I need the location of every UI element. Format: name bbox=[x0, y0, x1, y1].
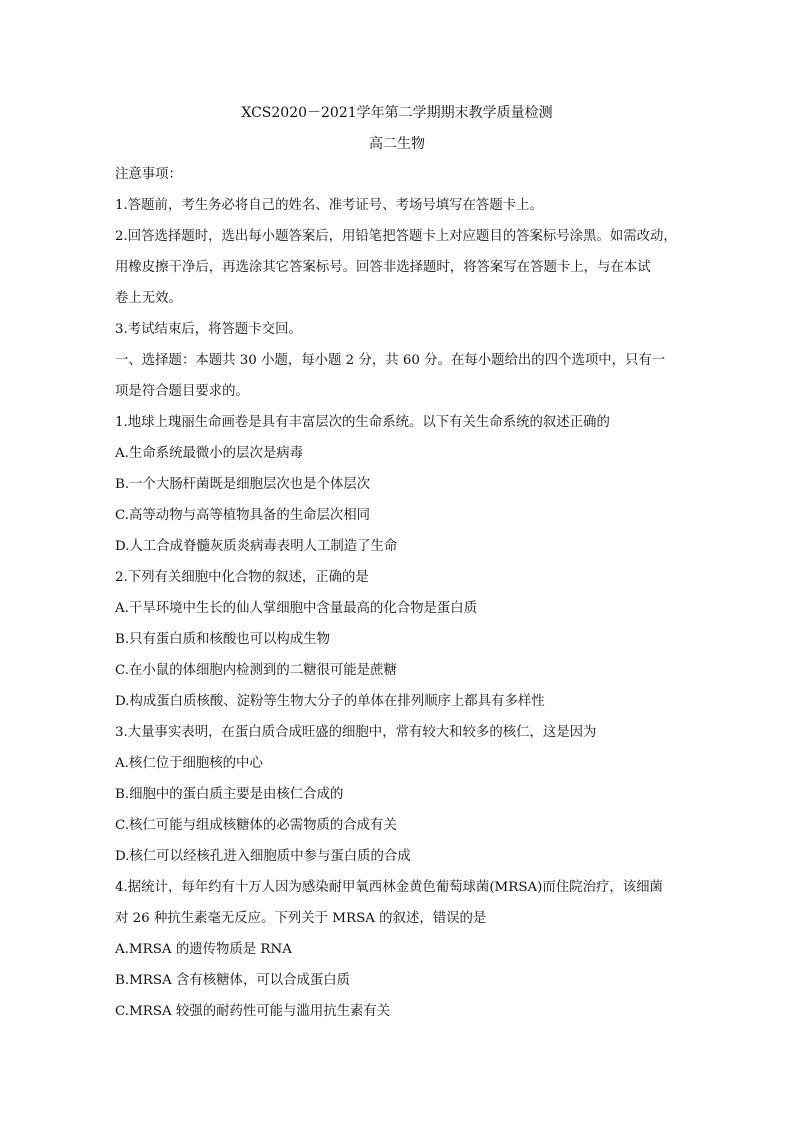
question-2-option-d: D.构成蛋白质核酸、淀粉等生物大分子的单体在排列顺序上都具有多样性 bbox=[115, 694, 545, 709]
question-2-option-c: C.在小鼠的体细胞内检测到的二糖很可能是蔗糖 bbox=[115, 663, 397, 678]
section-intro: 一、选择题：本题共 30 小题，每小题 2 分，共 60 分。在每小题给出的四个选项中，只有一 bbox=[115, 353, 666, 368]
notice-line: 用橡皮擦干净后，再选涂其它答案标号。回答非选择题时，将答案写在答题卡上，与在本试 bbox=[115, 260, 651, 275]
question-2-option-b: B.只有蛋白质和核酸也可以构成生物 bbox=[115, 632, 330, 647]
question-4-stem-cont: 对 26 种抗生素毫无反应。下列关于 MRSA 的叙述，错误的是 bbox=[115, 911, 487, 926]
question-2-stem: 2.下列有关细胞中化合物的叙述，正确的是 bbox=[115, 570, 369, 585]
exam-title: XCS2020－2021学年第二学期期末教学质量检测 bbox=[241, 105, 553, 121]
section-intro: 项是符合题目要求的。 bbox=[115, 384, 249, 399]
notice-line: 1.答题前，考生务必将自己的姓名、准考证号、考场号填写在答题卡上。 bbox=[115, 198, 543, 213]
notice-line: 3.考试结束后，将答题卡交回。 bbox=[115, 322, 302, 337]
subject-title: 高二生物 bbox=[369, 136, 425, 152]
question-4-stem: 4.据统计，每年约有十万人因为感染耐甲氧西林金黄色葡萄球菌(MRSA)而住院治疗，该细菌 bbox=[115, 880, 663, 895]
question-4-option-c: C.MRSA 较强的耐药性可能与滥用抗生素有关 bbox=[115, 1004, 391, 1019]
question-1-stem: 1.地球上瑰丽生命画卷是具有丰富层次的生命系统。以下有关生命系统的叙述正确的 bbox=[115, 415, 610, 430]
notice-line: 2.回答选择题时，选出每小题答案后，用铅笔把答题卡上对应题目的答案标号涂黑。如需改动， bbox=[115, 229, 677, 244]
question-3-option-b: B.细胞中的蛋白质主要是由核仁合成的 bbox=[115, 787, 344, 802]
question-4-option-a: A.MRSA 的遗传物质是 RNA bbox=[115, 942, 292, 957]
notice-heading: 注意事项： bbox=[115, 167, 182, 182]
question-3-stem: 3.大量事实表明，在蛋白质合成旺盛的细胞中，常有较大和较多的核仁，这是因为 bbox=[115, 725, 597, 740]
question-4-option-b: B.MRSA 含有核糖体，可以合成蛋白质 bbox=[115, 973, 351, 988]
question-2-option-a: A.干旱环境中生长的仙人掌细胞中含量最高的化合物是蛋白质 bbox=[115, 601, 478, 616]
question-3-option-d: D.核仁可以经核孔进入细胞质中参与蛋白质的合成 bbox=[115, 849, 411, 864]
question-1-option-b: B.一个大肠杆菌既是细胞层次也是个体层次 bbox=[115, 477, 371, 492]
question-1-option-a: A.生命系统最微小的层次是病毒 bbox=[115, 446, 304, 461]
notice-line: 卷上无效。 bbox=[115, 291, 182, 306]
question-1-option-d: D.人工合成脊髓灰质炎病毒表明人工制造了生命 bbox=[115, 539, 398, 554]
question-1-option-c: C.高等动物与高等植物具备的生命层次相同 bbox=[115, 508, 371, 523]
question-3-option-c: C.核仁可能与组成核糖体的必需物质的合成有关 bbox=[115, 818, 397, 833]
question-3-option-a: A.核仁位于细胞核的中心 bbox=[115, 756, 263, 771]
